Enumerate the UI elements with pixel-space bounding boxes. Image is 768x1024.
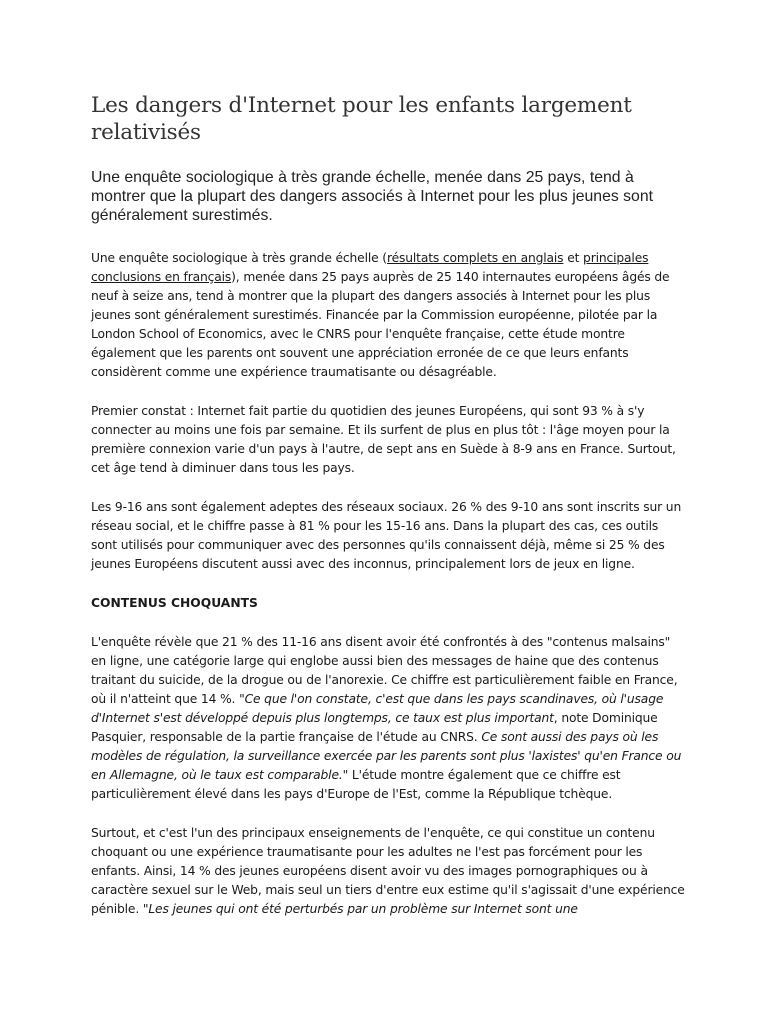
- full-results-english-link[interactable]: résultats complets en anglais: [386, 251, 564, 265]
- article-title: Les dangers d'Internet pour les enfants largement relativisés: [91, 93, 632, 145]
- quote: Ce sont aussi des pays où les modèles de régulation, la surveillance exercée par les parents sont plus 'laxistes' qu'en France ou en Allemagne, où le taux est comparable.": [91, 730, 682, 782]
- paragraph-text: , note Dominique Pasquier, responsable de la partie française de l'étude au CNRS.: [91, 711, 658, 744]
- paragraph-intro: [91, 249, 687, 382]
- paragraph-text: L'enquête révèle que 21 % des 11-16 ans disent avoir été confrontés à des "contenus malsains" en ligne, une catégorie large qui englobe aussi bien des messages de haine que des contenus traitant du suicide, de la drogue ou de l'anorexie. Ce chiffre est particulièrement faible en France, où il n'atteint que 14 %.: [91, 635, 678, 706]
- section-heading: CONTENUS CHOQUANTS: [91, 596, 258, 610]
- article-lead: Une enquête sociologique à très grande échelle, menée dans 25 pays, tend à montrer que la plupart des dangers associés à Internet pour les plus jeunes sont généralement surestimés.: [91, 169, 654, 224]
- paragraph-text: Une enquête sociologique à très grande échelle (: [91, 251, 387, 265]
- paragraph-text: ), menée dans 25 pays auprès de 25 140 internautes européens âgés de neuf à seize ans, tend à montrer que la plupart des dangers associés à Internet pour les plus jeunes sont généralement surestimés. Financée par la Commission européenne, pilotée par la London School of Economics, avec le CNRS pour l'enquête française, cette étude montre également que les parents ont souvent une appréciation erronée de ce que leurs enfants considèrent comme une expérience traumatisante ou désagréable.: [91, 270, 670, 379]
- paragraph-text: Surtout, et c'est l'un des principaux enseignements de l'enquête, ce qui constitue un contenu choquant ou une expérience traumatisante pour les adultes ne l'est pas forcément pour les enfants. Ainsi, 14 % des jeunes européens disent avoir vu des images pornographiques ou à caractère sexuel sur le Web, mais seul un tiers d'entre eux estime qu'il s'agissait d'une expérience pénible.: [91, 826, 685, 916]
- paragraph-text: et: [563, 251, 584, 265]
- paragraph-shocking-content: [91, 824, 687, 919]
- main-conclusions-french-link[interactable]: principales conclusions en français: [91, 251, 649, 284]
- article: [91, 92, 687, 939]
- paragraph-first-finding: Premier constat : Internet fait partie du quotidien des jeunes Européens, qui sont 93 % à s'y connecter au moins une fois par semaine. Et ils surfent de plus en plus tôt : l'âge moyen pour la première connexion varie d'un pays à l'autre, de sept ans en Suède à 8-9 ans en France. Surtout, cet âge tend à diminuer dans tous les pays.: [91, 404, 676, 475]
- paragraph-social-networks: Les 9-16 ans sont également adeptes des réseaux sociaux. 26 % des 9-10 ans sont inscrits sur un réseau social, et le chiffre passe à 81 % pour les 15-16 ans. Dans la plupart des cas, ces outils sont utilisés pour communiquer avec des personnes qu'ils connaissent déjà, même si 25 % des jeunes Européens discutent aussi avec des inconnus, principalement lors de jeux en ligne.: [91, 500, 682, 571]
- paragraph-unhealthy-content: [91, 633, 687, 804]
- quote: "Ce que l'on constate, c'est que dans les pays scandinaves, où l'usage d'Internet s'est développé depuis plus longtemps, ce taux est plus important: [91, 692, 664, 725]
- paragraph-text: L'étude montre également que ce chiffre est particulièrement élevé dans les pays d'Europe de l'Est, comme la République tchèque.: [91, 768, 621, 801]
- quote: "Les jeunes qui ont été perturbés par un problème sur Internet sont une: [142, 902, 578, 916]
